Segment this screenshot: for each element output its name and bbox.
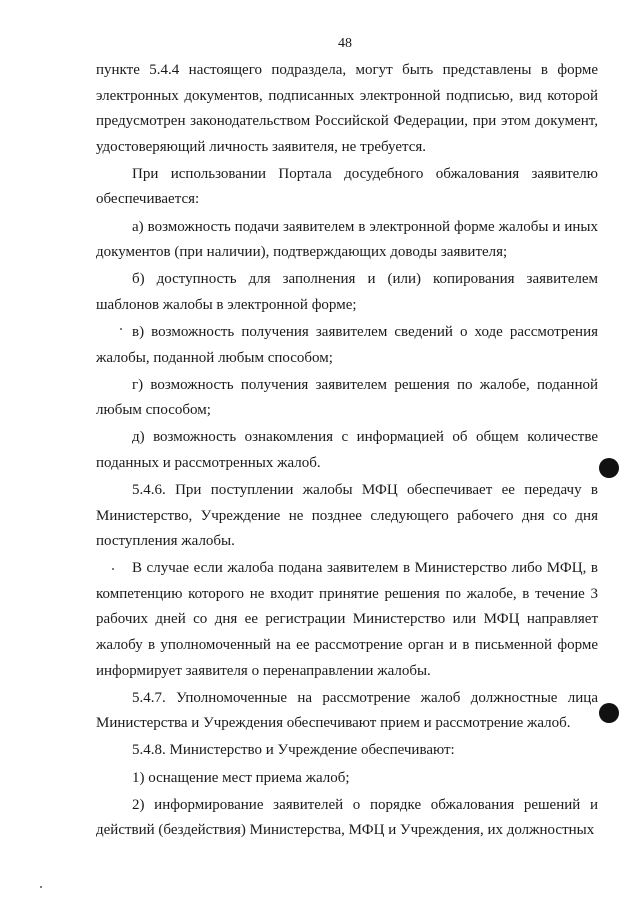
- scan-speck: [112, 568, 114, 570]
- paragraph: 5.4.8. Министерство и Учреждение обеспечивают:: [132, 742, 455, 759]
- scan-speck: [40, 886, 42, 888]
- binder-hole-mark: [599, 458, 619, 478]
- binder-hole-mark: [599, 703, 619, 723]
- list-item: 2) информирование заявителей о порядке обжалования решений и действий (бездействия) Министерства, МФЦ и Учреждения, их должностных: [96, 796, 598, 839]
- scan-speck: [120, 328, 122, 330]
- list-item: 1) оснащение мест приема жалоб;: [132, 769, 350, 786]
- paragraph: При использовании Портала досудебного обжалования заявителю обеспечивается:: [96, 165, 598, 208]
- paragraph: 5.4.7. Уполномоченные на рассмотрение жалоб должностные лица Министерства и Учреждения обеспечивают прием и рассмотрение жалоб.: [96, 689, 598, 732]
- paragraph: 5.4.6. При поступлении жалобы МФЦ обеспечивает ее передачу в Министерство, Учреждение не позднее следующего рабочего дня со дня поступления жалобы.: [96, 482, 598, 550]
- paragraph: В случае если жалоба подана заявителем в Министерство либо МФЦ, в компетенцию которого не входит принятие решения по жалобе, в течение 3 рабочих дней со дня ее регистрации Министерство или МФЦ направляет жалобу в уполномоченный на ее рассмотрение орган и в письменной форме информирует заявителя о перенаправлении жалобы.: [96, 560, 598, 679]
- list-item: а) возможность подачи заявителем в электронной форме жалобы и иных документов (при наличии), подтверждающих доводы заявителя;: [96, 218, 598, 261]
- list-item: г) возможность получения заявителем решения по жалобе, поданной любым способом;: [96, 376, 598, 419]
- list-item: б) доступность для заполнения и (или) копирования заявителем шаблонов жалобы в электронной форме;: [96, 271, 598, 313]
- list-item: в) возможность получения заявителем сведений о ходе рассмотрения жалобы, поданной любым способом;: [96, 323, 598, 366]
- page-number: 48: [338, 36, 352, 51]
- paragraph: пункте 5.4.4 настоящего подраздела, могут быть представлены в форме электронных документов, подписанных электронной подписью, вид которой предусмотрен законодательством Российской Федерации, при этом документ, удостоверяющий личность заявителя, не требуется.: [96, 62, 598, 155]
- document-body: [96, 58, 598, 844]
- list-item: д) возможность ознакомления с информацией об общем количестве поданных и рассмотренных жалоб.: [96, 429, 598, 471]
